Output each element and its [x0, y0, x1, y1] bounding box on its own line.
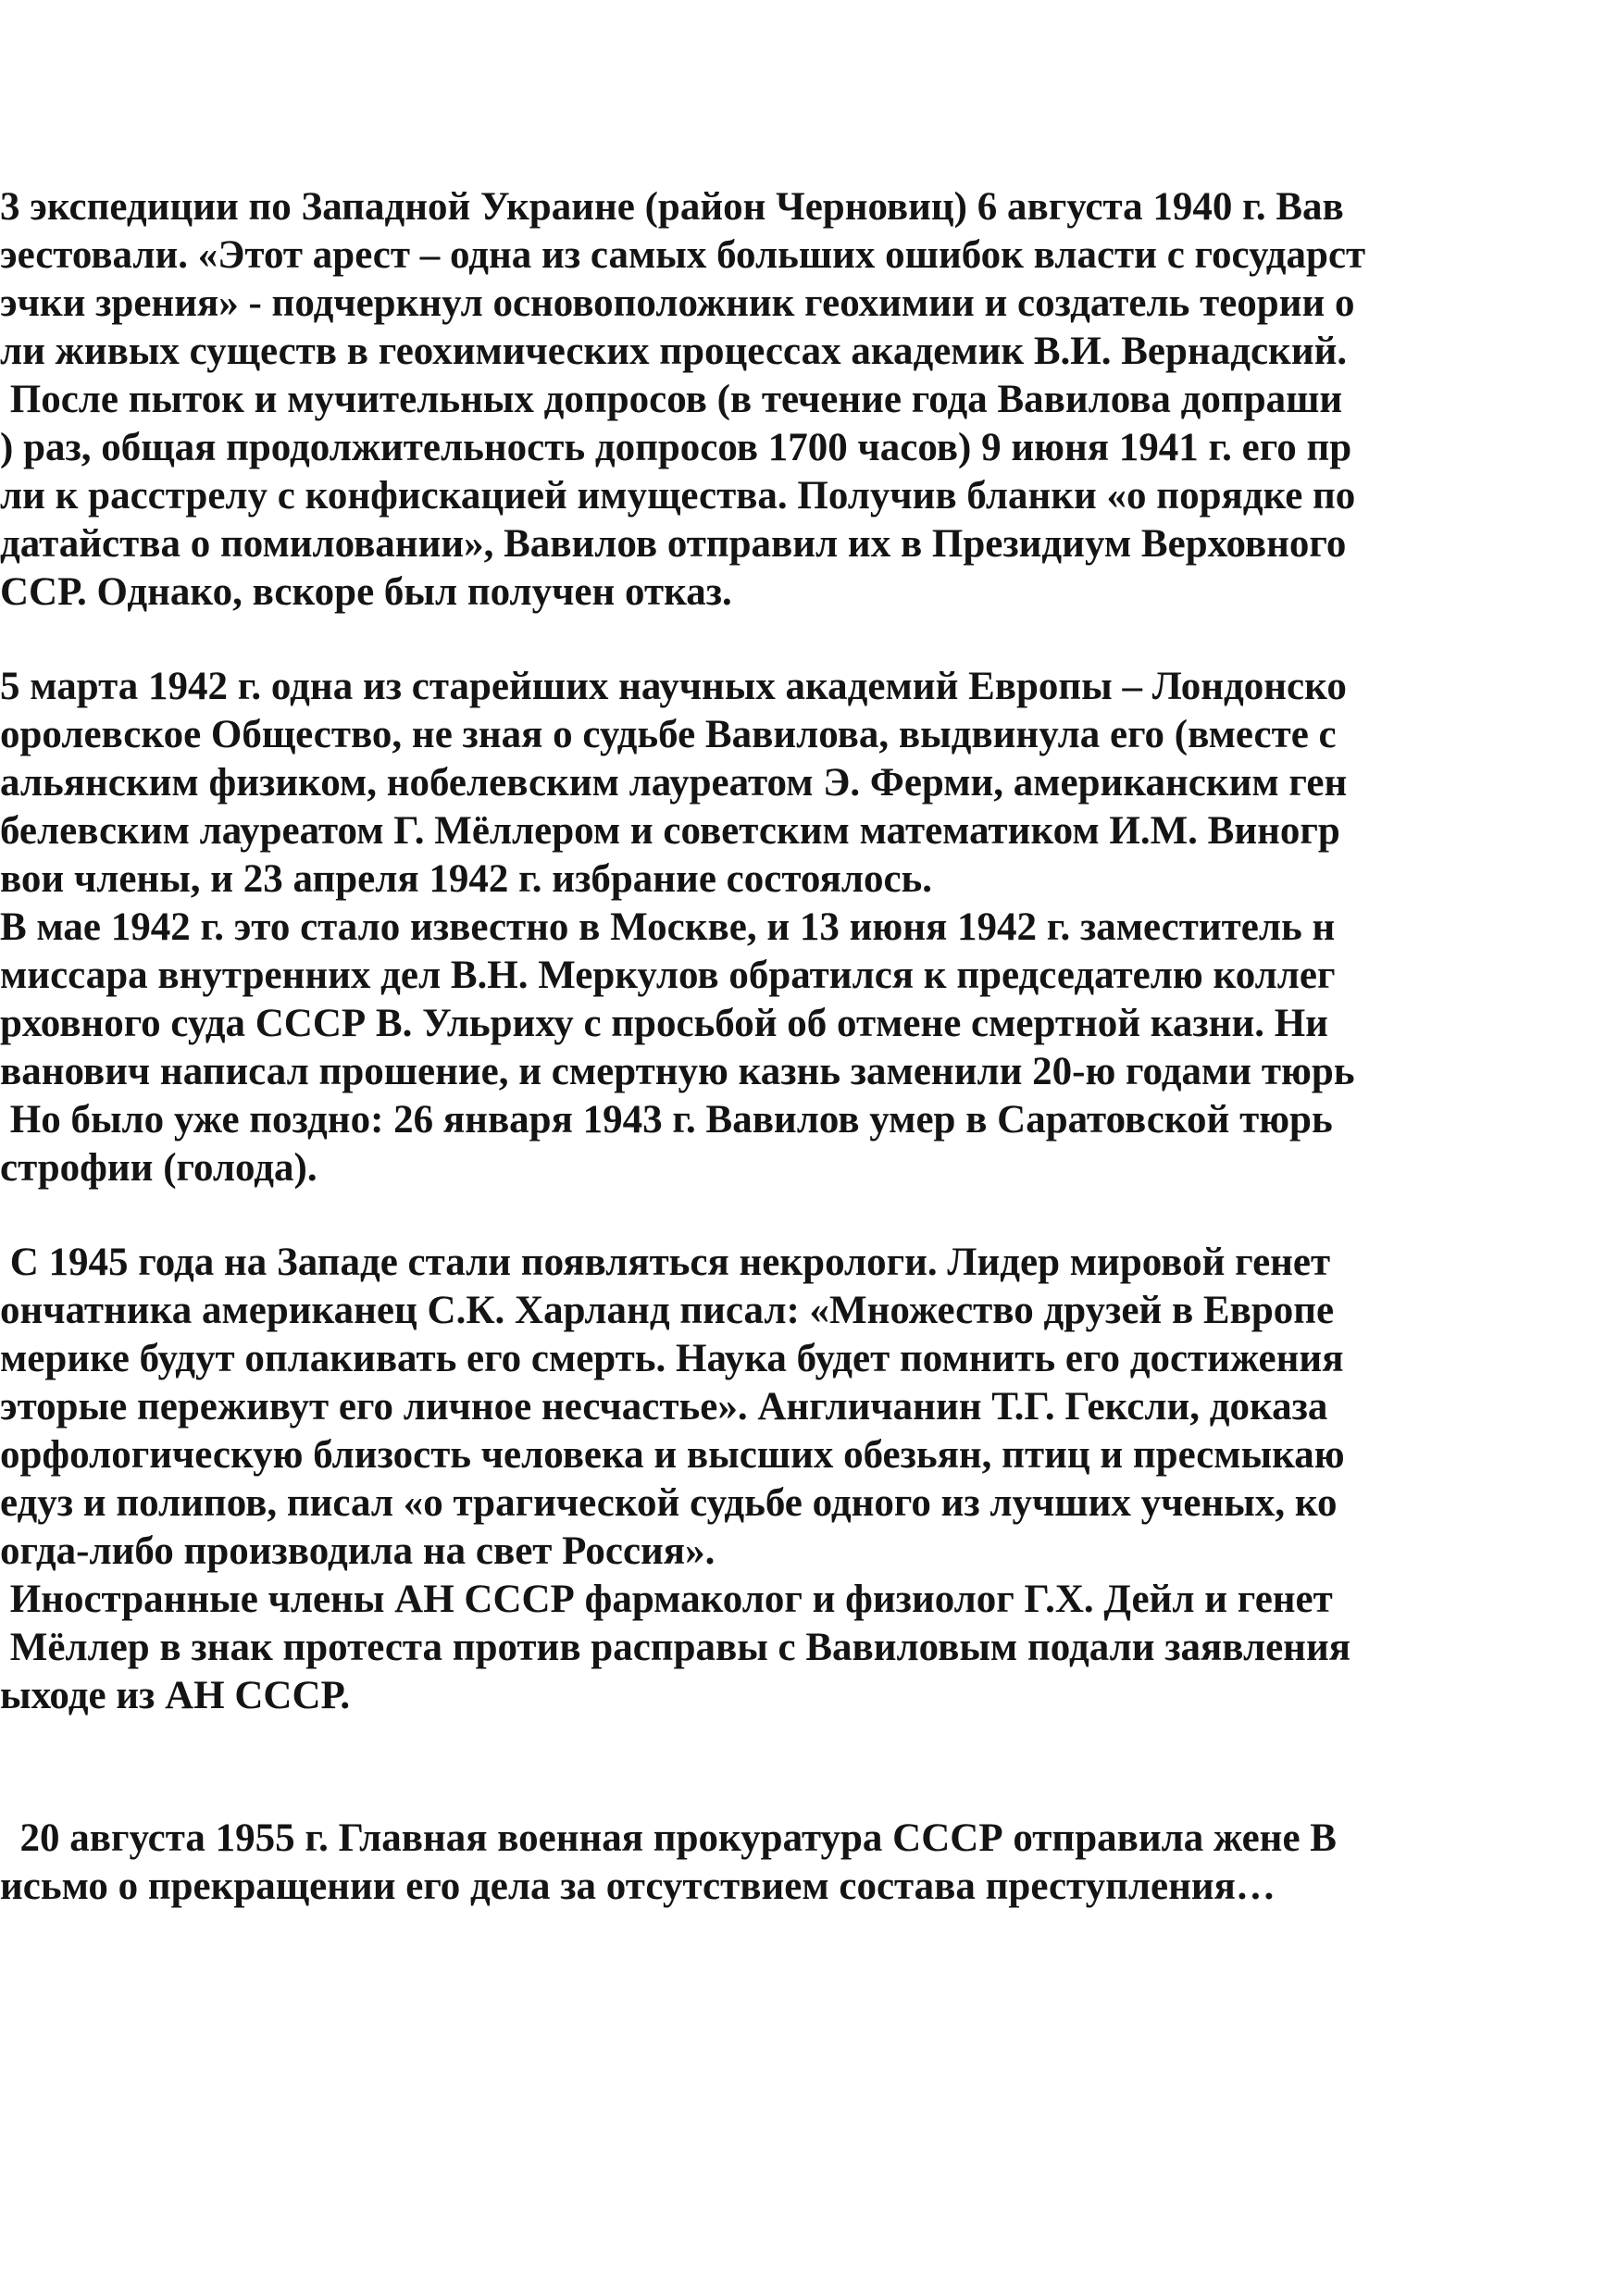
text-line: огда-либо производила на свет Россия».	[0, 1529, 716, 1573]
text-line: 3 экспедиции по Западной Украине (район Черновиц) 6 августа 1940 г. Вав	[0, 185, 1344, 229]
text-line: Но было уже поздно: 26 января 1943 г. Вавилов умер в Саратовской тюрь	[0, 1098, 1333, 1142]
text-line: После пыток и мучительных допросов (в течение года Вавилова допраши	[0, 378, 1343, 421]
text-line: вои члены, и 23 апреля 1942 г. избрание состоялось.	[0, 857, 933, 901]
text-line: эчки зрения» - подчеркнул основоположник геохимии и создатель теории о	[0, 281, 1355, 325]
text-line: датайства о помиловании», Вавилов отправил их в Президиум Верховного	[0, 522, 1347, 566]
text-line: оролевское Общество, не зная о судьбе Вавилова, выдвинула его (вместе с	[0, 713, 1337, 756]
text-line: ыходе из АН СССР.	[0, 1674, 351, 1717]
text-line: В мае 1942 г. это стало известно в Москве, и 13 июня 1942 г. заместитель н	[0, 905, 1336, 949]
text-line: ванович написал прошение, и смертную казнь заменили 20-ю годами тюрь	[0, 1050, 1355, 1093]
text-line: Мёллер в знак протеста против расправы с Вавиловым подали заявления	[0, 1626, 1350, 1669]
text-line: строфии (голода).	[0, 1146, 317, 1190]
text-line: мерике будут оплакивать его смерть. Наука будет помнить его достижения	[0, 1337, 1344, 1380]
text-line: ли к расстрелу с конфискацией имущества. Получив бланки «о порядке по	[0, 474, 1356, 518]
text-line: эестовали. «Этот арест – одна из самых больших ошибок власти с государст	[0, 233, 1366, 277]
text-line: ССР. Однако, вскоре был получен отказ.	[0, 570, 732, 614]
text-line: исьмо о прекращении его дела за отсутствием состава преступления…	[0, 1865, 1276, 1908]
text-line: ли живых существ в геохимических процессах академик В.И. Вернадский.	[0, 330, 1348, 373]
text-line: С 1945 года на Западе стали появляться некрологи. Лидер мировой генет	[0, 1241, 1331, 1284]
text-line: 20 августа 1955 г. Главная военная прокуратура СССР отправила жене В	[0, 1816, 1337, 1860]
text-line: рховного суда СССР В. Ульриху с просьбой об отмене смертной казни. Ни	[0, 1002, 1328, 1045]
text-line: белевским лауреатом Г. Мёллером и советским математиком И.М. Виногр	[0, 809, 1340, 853]
text-line: альянским физиком, нобелевским лауреатом Э. Ферми, американским ген	[0, 761, 1348, 805]
text-line: ончатника американец С.К. Харланд писал: «Множество друзей в Европе	[0, 1289, 1335, 1332]
text-line: орфологическую близость человека и высших обезьян, птиц и пресмыкаю	[0, 1433, 1345, 1477]
text-line: ) раз, общая продолжительность допросов 1700 часов) 9 июня 1941 г. его пр	[0, 426, 1352, 469]
text-line: Иностранные члены АН СССР фармаколог и физиолог Г.Х. Дейл и генет	[0, 1578, 1333, 1621]
text-line: 5 марта 1942 г. одна из старейших научных академий Европы – Лондонско	[0, 665, 1347, 708]
text-line: миссара внутренних дел В.Н. Меркулов обратился к председателю коллег	[0, 954, 1336, 997]
text-line: эторые переживут его личное несчастье». Англичанин Т.Г. Гексли, доказа	[0, 1385, 1328, 1429]
text-line: едуз и полипов, писал «о трагической судьбе одного из лучших ученых, ко	[0, 1481, 1338, 1525]
